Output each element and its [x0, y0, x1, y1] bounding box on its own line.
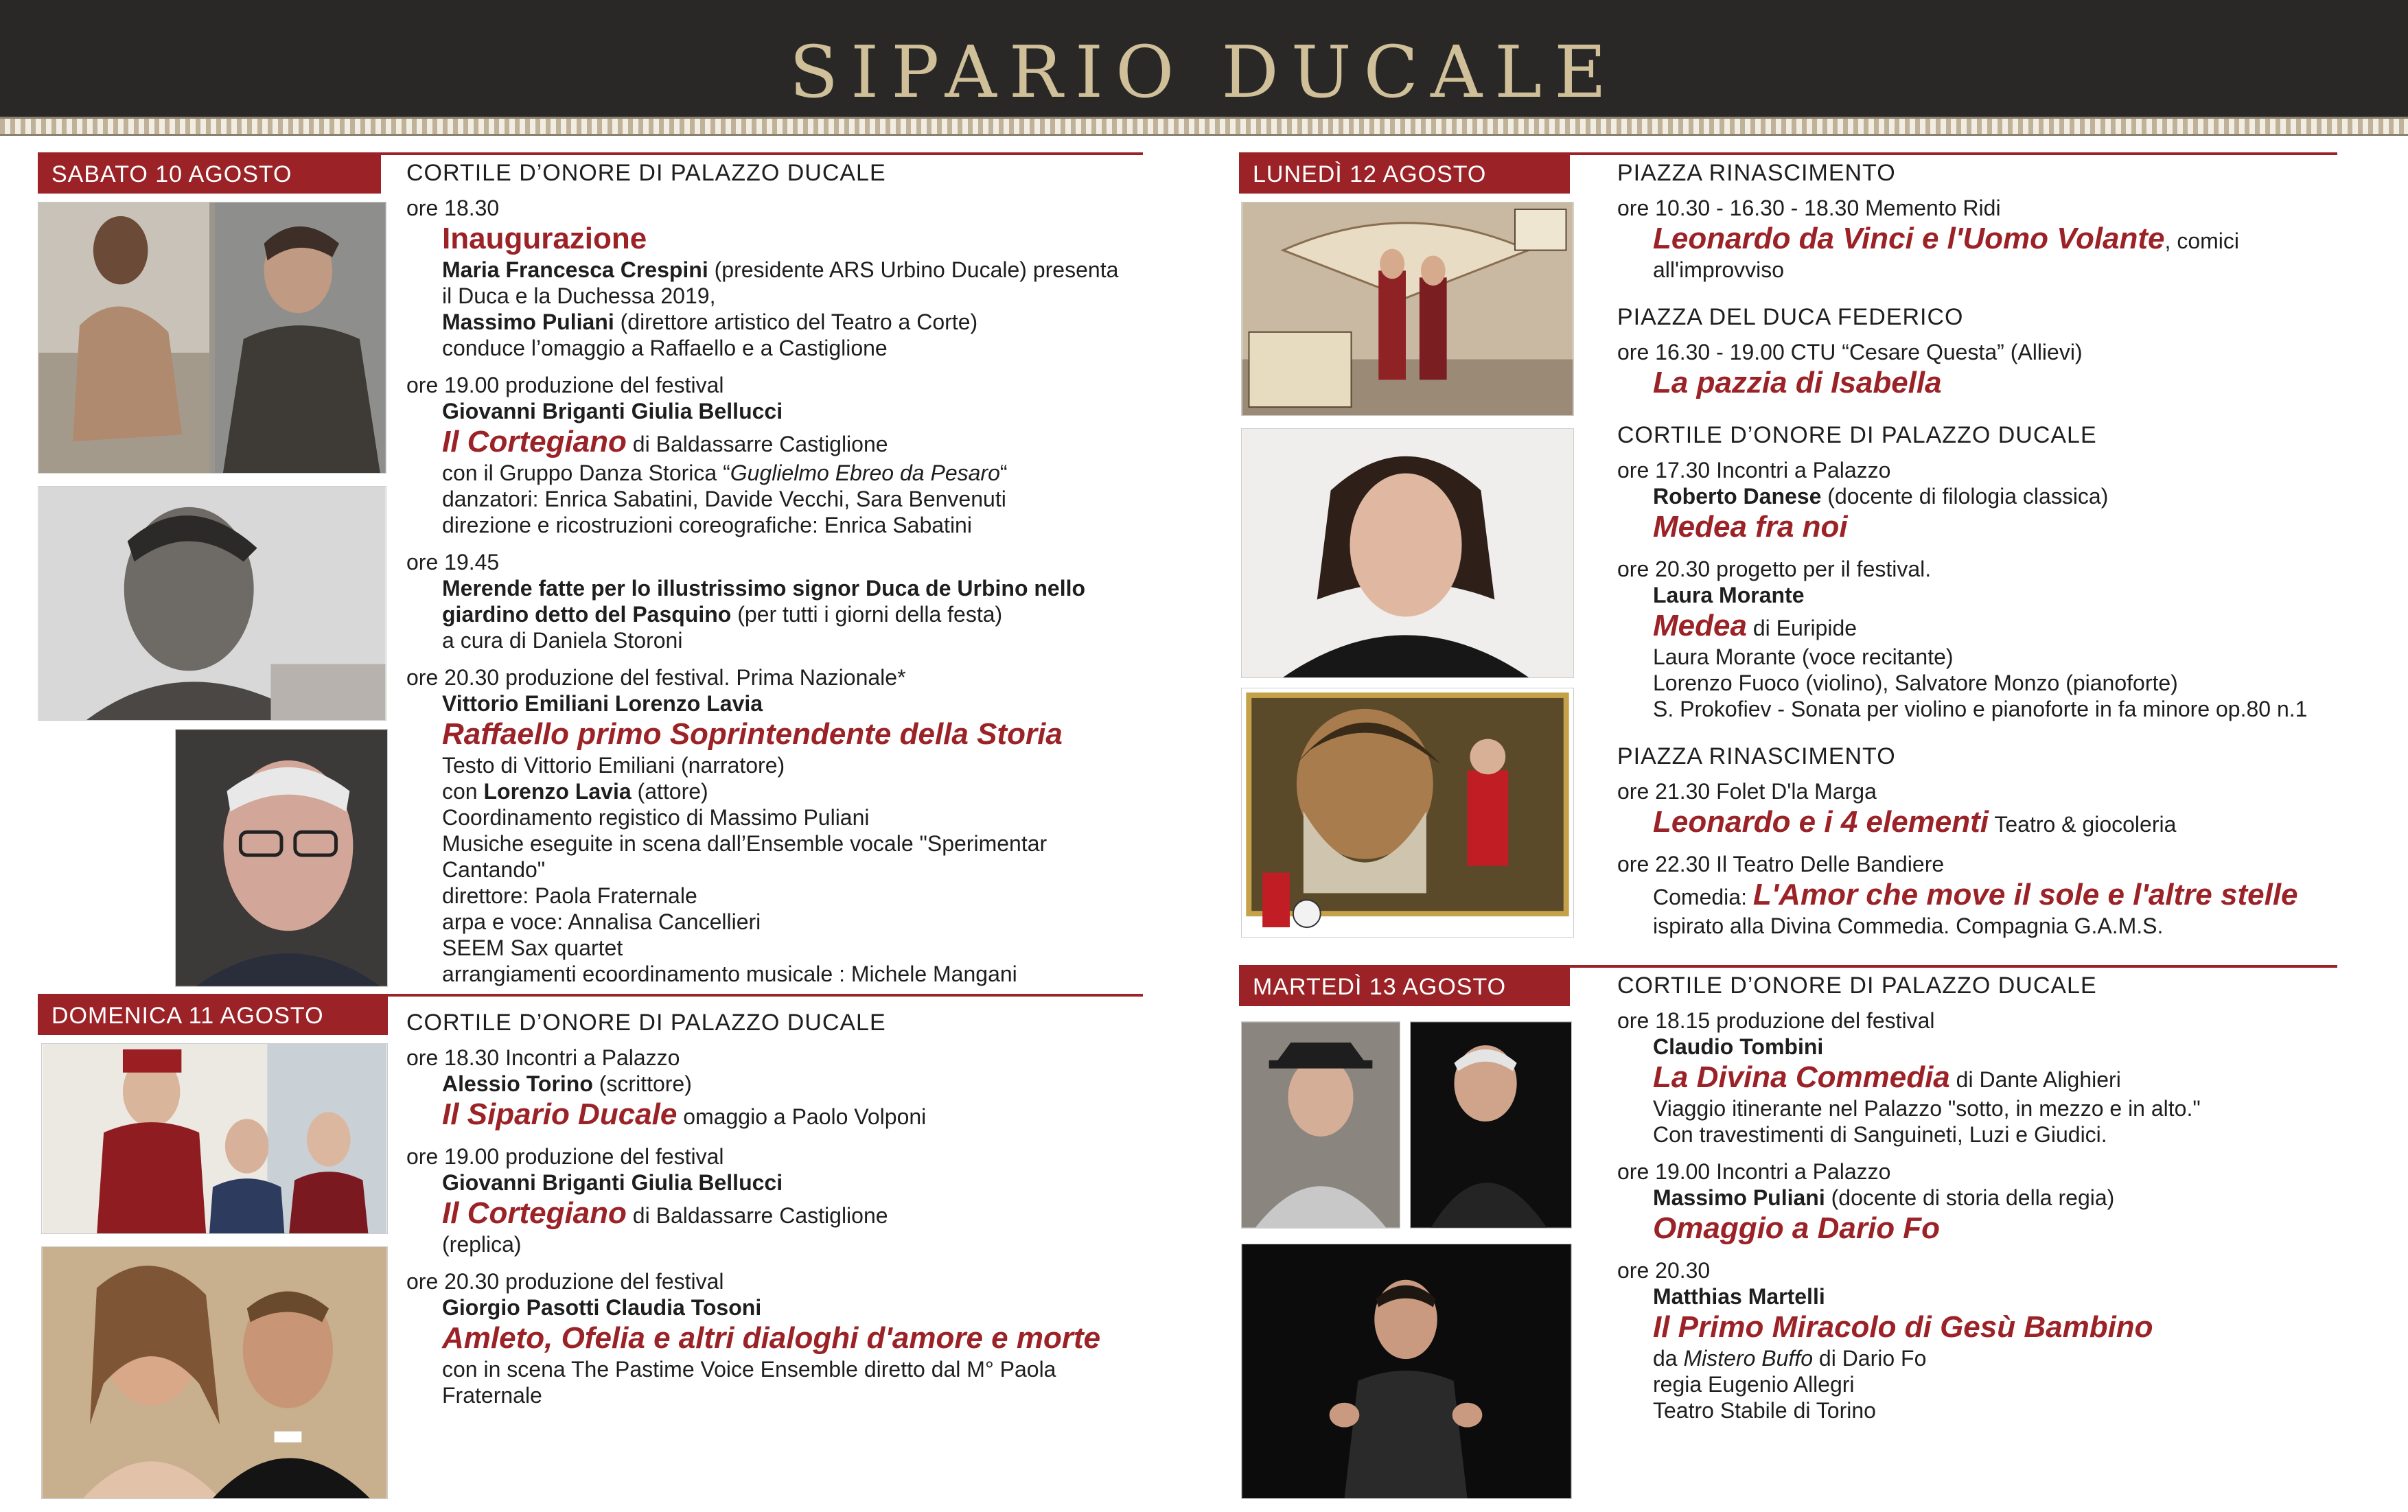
event-time: ore 19.00 produzione del festival [406, 373, 724, 397]
event-time: ore 18.30 [406, 196, 500, 220]
event-title: Medea fra noi [1653, 510, 1848, 544]
event-line: con in scena The Pastime Voice Ensemble diretto dal M° Paola [442, 1357, 1056, 1382]
photo-sabato-performers [38, 202, 386, 474]
photo-vittorio-emiliani [175, 729, 388, 987]
person-name: Laura Morante [1653, 583, 1805, 607]
event-line: conduce l’omaggio a Raffaello e a Castiglione [442, 336, 888, 360]
event-title-tail: Teatro & giocoleria [1989, 812, 2177, 837]
event-leonardo-elementi [1617, 778, 2400, 840]
event-inaugurazione [406, 195, 1148, 361]
event-title-tail: di Euripide [1746, 616, 1857, 640]
event-line: arrangiamenti ecoordinamento musicale : Michele Mangani [442, 962, 1017, 986]
event-title-tail: di Dante Alighieri [1949, 1067, 2121, 1092]
event-line: Testo di Vittorio Emiliani (narratore) [442, 753, 785, 778]
person-name: Matthias Martelli [1653, 1284, 1825, 1309]
event-time: ore 16.30 - 19.00 CTU “Cesare Questa” (Allievi) [1617, 340, 2083, 364]
venue-label: PIAZZA DEL DUCA FEDERICO [1617, 304, 1964, 330]
event-time: ore 18.15 produzione del festival [1617, 1008, 1935, 1033]
event-line-italic: Mistero Buffo [1683, 1346, 1813, 1371]
event-amor-che-move [1617, 851, 2400, 939]
event-pazzia-isabella [1617, 339, 2400, 401]
event-time: ore 20.30 produzione del festival [406, 1269, 724, 1294]
photo-duke-and-duchess [41, 1043, 388, 1234]
event-time: ore 19.45 [406, 550, 500, 574]
event-time: ore 17.30 Incontri a Palazzo [1617, 458, 1891, 482]
event-line: (per tutti i giorni della festa) [731, 602, 1003, 627]
event-line: (replica) [442, 1232, 522, 1257]
photo-leonardo-elementi [1241, 688, 1574, 938]
venue-label: CORTILE D’ONORE DI PALAZZO DUCALE [406, 1010, 886, 1036]
venue-label: CORTILE D’ONORE DI PALAZZO DUCALE [1617, 422, 2097, 448]
day-header-lunedi: LUNEDÌ 12 AGOSTO [1239, 154, 1570, 194]
event-medea [1617, 556, 2400, 722]
performer-names: Giorgio Pasotti Claudia Tosoni [442, 1295, 762, 1320]
person-name: Massimo Puliani [442, 310, 614, 334]
event-line: con [442, 779, 484, 804]
event-line: Coordinamento registico di Massimo Puliani [442, 805, 870, 830]
event-line: SEEM Sax quartet [442, 935, 623, 960]
event-divina-commedia [1617, 1008, 2400, 1148]
event-line: giardino detto del Pasquino [442, 602, 732, 627]
photo-actor-portrait [38, 486, 386, 721]
photo-uomo-volante [1241, 202, 1574, 416]
event-title: Il Cortegiano [442, 1196, 627, 1230]
event-time: ore 20.30 progetto per il festival. [1617, 557, 1932, 581]
event-medea-fra-noi [1617, 457, 2400, 545]
event-merende [406, 549, 1148, 653]
event-title: L'Amor che move il sole e l'altre stelle [1752, 878, 2298, 911]
event-line: direttore: Paola Fraternale [442, 883, 697, 908]
event-time: ore 19.00 produzione del festival [406, 1144, 724, 1169]
event-title: Leonardo da Vinci e l'Uomo Volante [1653, 222, 2165, 255]
event-line: S. Prokofiev - Sonata per violino e pianoforte in fa minore op.80 n.1 [1653, 697, 2308, 721]
sabato-program [406, 159, 1148, 998]
event-line: Laura Morante (voce recitante) [1653, 644, 1954, 669]
event-line: all'improvviso [1653, 257, 1785, 282]
event-title: Inaugurazione [442, 222, 647, 255]
event-line: il Duca e la Duchessa 2019, [442, 283, 716, 308]
event-line: Merende fatte per lo illustrissimo signor Duca de Urbino nello [442, 576, 1086, 601]
day-header-domenica: DOMENICA 11 AGOSTO [38, 995, 388, 1035]
performer-names: Vittorio Emiliani Lorenzo Lavia [442, 691, 763, 716]
event-title: La Divina Commedia [1653, 1060, 1950, 1094]
event-title: Omaggio a Dario Fo [1653, 1211, 1941, 1245]
event-time: ore 20.30 [1617, 1258, 1711, 1283]
venue-label: CORTILE D’ONORE DI PALAZZO DUCALE [406, 160, 886, 186]
event-line: Fraternale [442, 1383, 542, 1408]
event-time: ore 20.30 produzione del festival. Prima Nazionale* [406, 665, 906, 690]
event-time: ore 10.30 - 16.30 - 18.30 Memento Ridi [1617, 196, 2001, 220]
event-time: ore 21.30 Folet D'la Marga [1617, 779, 1877, 804]
event-line: con il Gruppo Danza Storica “ [442, 461, 730, 485]
event-primo-miracolo [1617, 1257, 2400, 1423]
event-title: Medea [1653, 609, 1747, 642]
day-header-sabato: SABATO 10 AGOSTO [38, 154, 381, 194]
event-line: (scrittore) [592, 1071, 692, 1096]
day-header-martedi: MARTEDÌ 13 AGOSTO [1239, 966, 1570, 1006]
domenica-program [406, 1009, 1148, 1419]
event-cortegiano-replica [406, 1143, 1148, 1257]
event-time: ore 18.30 Incontri a Palazzo [406, 1045, 680, 1070]
event-line: (docente di filologia classica) [1821, 484, 2109, 509]
event-line: arpa e voce: Annalisa Cancellieri [442, 909, 761, 934]
event-time: ore 22.30 Il Teatro Delle Bandiere [1617, 852, 1945, 876]
event-line: (presidente ARS Urbino Ducale) presenta [708, 257, 1119, 282]
event-time: ore 19.00 Incontri a Palazzo [1617, 1159, 1891, 1184]
event-omaggio-dario-fo [1617, 1159, 2400, 1246]
event-title: Raffaello primo Soprintendente della Storia [442, 717, 1063, 751]
person-name: Alessio Torino [442, 1071, 593, 1096]
event-line: Viaggio itinerante nel Palazzo "sotto, in mezzo e in alto." [1653, 1096, 2201, 1121]
event-title: Leonardo e i 4 elementi [1653, 805, 1989, 839]
event-line: Con travestimenti di Sanguineti, Luzi e Giudici. [1653, 1122, 2107, 1147]
event-line: di Dario Fo [1813, 1346, 1927, 1371]
event-line: (direttore artistico del Teatro a Corte) [614, 310, 978, 334]
event-sipario-ducale [406, 1045, 1148, 1132]
lunedi-program [1617, 159, 2400, 950]
event-title-tail: omaggio a Paolo Volponi [677, 1104, 927, 1129]
event-amleto [406, 1268, 1148, 1408]
photo-claudio-tombini [1241, 1021, 1400, 1229]
event-title: Il Sipario Ducale [442, 1097, 678, 1131]
event-line: danzatori: Enrica Sabatini, Davide Vecchi, Sara Benvenuti [442, 487, 1006, 511]
martedi-program [1617, 972, 2400, 1434]
event-title: La pazzia di Isabella [1653, 366, 1942, 399]
photo-laura-morante [1241, 428, 1574, 678]
event-title-tail: , comici [2164, 229, 2239, 253]
event-line: a cura di Daniela Storoni [442, 628, 683, 653]
performer-names: Giovanni Briganti Giulia Bellucci [442, 1170, 783, 1195]
event-title: Il Cortegiano [442, 425, 627, 458]
performer-names: Giovanni Briganti Giulia Bellucci [442, 399, 783, 423]
event-raffaello [406, 664, 1148, 987]
event-line: da [1653, 1346, 1684, 1371]
event-line: regia Eugenio Allegri [1653, 1372, 1855, 1397]
person-name: Lorenzo Lavia [483, 779, 632, 804]
event-uomo-volante [1617, 195, 2400, 283]
event-line: “ [999, 461, 1008, 485]
event-title-tail: di Baldassarre Castiglione [626, 432, 888, 456]
decorative-border [0, 117, 2408, 136]
photo-pasotti-tosoni [41, 1246, 388, 1499]
person-name: Maria Francesca Crespini [442, 257, 708, 282]
person-name: Massimo Puliani [1653, 1185, 1825, 1210]
event-line: (docente di storia della regia) [1825, 1185, 2115, 1210]
brand-title: SIPARIO DUCALE [789, 30, 1619, 114]
person-name: Roberto Danese [1653, 484, 1822, 509]
event-line: Musiche eseguite in scena dall’Ensemble vocale "Sperimentar Cantando" [442, 831, 1047, 882]
event-line: (attore) [631, 779, 708, 804]
event-title: Il Primo Miracolo di Gesù Bambino [1653, 1310, 2153, 1344]
photo-dario-fo [1410, 1021, 1572, 1229]
photo-matthias-martelli [1241, 1244, 1572, 1499]
event-line: direzione e ricostruzioni coreografiche: Enrica Sabatini [442, 513, 972, 537]
event-title: Amleto, Ofelia e altri dialoghi d'amore e morte [442, 1321, 1101, 1355]
event-line-italic: Guglielmo Ebreo da Pesaro [730, 461, 1000, 485]
venue-label: PIAZZA RINASCIMENTO [1617, 743, 1896, 769]
event-line: Teatro Stabile di Torino [1653, 1398, 1876, 1423]
event-cortegiano [406, 372, 1148, 538]
venue-label: CORTILE D’ONORE DI PALAZZO DUCALE [1617, 973, 2097, 999]
event-line: ispirato alla Divina Commedia. Compagnia G.A.M.S. [1653, 914, 2164, 938]
person-name: Claudio Tombini [1653, 1034, 1824, 1059]
event-title-tail: di Baldassarre Castiglione [626, 1203, 888, 1228]
venue-label: PIAZZA RINASCIMENTO [1617, 160, 1896, 186]
event-line: Comedia: [1653, 885, 1753, 909]
event-line: Lorenzo Fuoco (violino), Salvatore Monzo (pianoforte) [1653, 671, 2178, 695]
